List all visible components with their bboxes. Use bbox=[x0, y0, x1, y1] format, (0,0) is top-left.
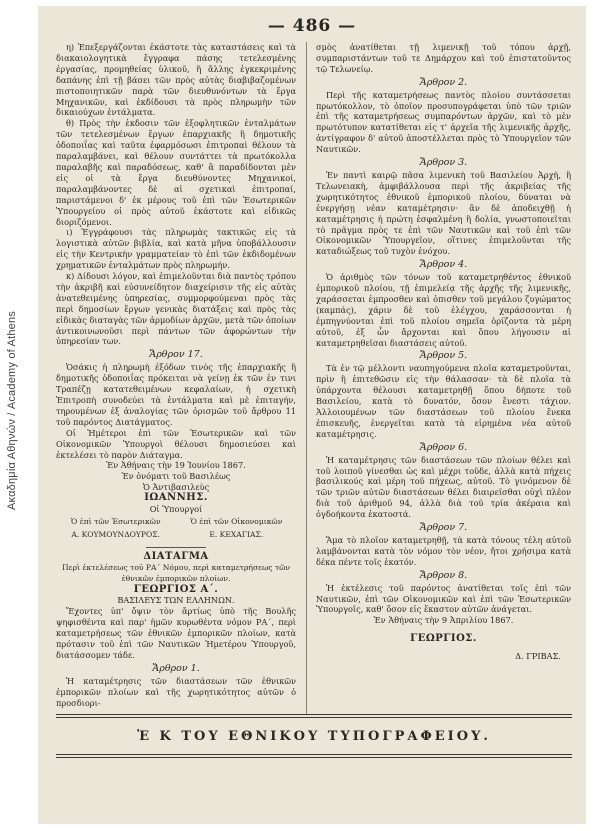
decree-date: Ἐν Ἀθήναις τὴν 19 Ἰουνίου 1867. bbox=[106, 460, 246, 471]
ministers-label: Οἱ Ὑπουργοί bbox=[149, 504, 203, 515]
paragraph: θ) Πρὸς τὴν ἐκδοσιν τῶν ἐξοφλητικῶν ἐνταλμάτων τῶν τετελεσμένων ἔργων ἐπαρχιακῆς ἢ δημοτικῆς ὁδοποιΐας καὶ ταῦτα ἐφαρμόσωσι ἐπιτροπαὶ θέλουν τὰ παραλαμβάνει, καὶ θέλουν συντάττει τὰ πρωτόκολλα παραλαβῆς καὶ παραδόσεως, καθ' ἃ παραδίδονται μὲν εἰς οἱ τὰ ἔργα διευθύνοντες Μηχανικοί, παραλαμβάνοντες δὲ αἱ σχετικαὶ ἐπιτροπαί, παριστάμενοι δ' ἐκ μέρους τοῦ ἐπὶ τῶν Ἐσωτερικῶν Ὑπουργείου οἱ πρὸς αὐτοῦ ἑκάστοτε καὶ εἰδικῶς διοριζόμενοι. bbox=[56, 118, 296, 227]
page-number: — 486 — bbox=[267, 16, 357, 36]
paragraph: Ἐν παντὶ καιρῷ πᾶσα λιμενικὴ τοῦ Βασιλείου Ἀρχὴ, ἢ Τελωνειακὴ, ἀμφιβάλλουσα περὶ τῆς ἀκριβείας τῆς χωρητικότητος ἐθνικοῦ ἐμπορικοῦ πλοίου, δύναται νὰ ἐνεργήσῃ νέαν καταμέτρησιν· ἂν δὲ ἀποδειχθῇ ἡ καταμέτρησις ἡ πρώτη ἐσφαλμένη ἢ δολία, γνωστοποιεῖται τὸ πρᾶγμα πρὸς τε ἐπὶ τῶν Ναυτικῶν καὶ τοῦ ἐπὶ τῶν Οἰκονομικῶν Ὑπουργεῖον, οἵτινες ἐπιμελοῦνται τῆς καταδιώξεως τοῦ τυχὸν ἐνόχου. bbox=[316, 169, 571, 257]
minister-signature: Δ. ΓΡΙΒΑΣ. bbox=[515, 651, 561, 662]
article-heading: Ἄρθρον 1. bbox=[152, 662, 200, 674]
document-page bbox=[38, 6, 586, 824]
printer-imprint: Ἐ Κ ΤΟΥ ΕΘΝΙΚΟΥ ΤΥΠΟΓΡΑΦΕΙΟΥ. bbox=[137, 728, 491, 744]
paragraph: σμὸς ἀνατίθεται τῇ λιμενικῇ τοῦ τόπου ἀρχῇ, συμπαριστάντων τοῦ τε Δημάρχου καὶ τοῦ ἐπιστατοῦντος τῷ Τελωνείῳ. bbox=[316, 42, 571, 74]
paragraph: Ἡ καταμέτρησις τῶν διαστάσεων τῶν πλοίων θέλει καὶ τοῦ λοιποῦ γίνεσθαι ὡς καὶ μέχρι τοῦδε, ἀλλὰ κατὰ πήχεις βασιλικούς καὶ μέρη τοῦ πήχεως, αὐτοῦ. Τὸ γινόμενον δὲ τῶν τριῶν αὐτῶν διαστάσεων θέλει διαιρεῖσθαι οὐχὶ πλέον διὰ τοῦ ἀριθμοῦ 94, ἀλλὰ διὰ τοῦ τρία ἀκέραια καὶ ὀγδοήκοντα ἑκατοστά. bbox=[316, 454, 571, 520]
king-signature: ΓΕΩΡΓΙΟΣ. bbox=[410, 633, 477, 645]
article-heading: Ἄρθρον 3. bbox=[419, 157, 468, 169]
article-heading: Ἄρθρον 5. bbox=[419, 350, 468, 362]
right-column bbox=[316, 42, 571, 717]
paragraph: ι) Ἐγγράφουσι τὰς πληρωμὰς τακτικῶς εἰς τὰ λογιστικὰ αὐτῶν βιβλία, καὶ κατὰ μῆνα ὑποβάλλουσιν εἰς τὴν Κεντρικὴν γραμματείαν τὸ ἐπὶ τῶν ἐκδιδομένων χρηματικῶν ἐνταλμάτων πρὸς πληρωμήν. bbox=[56, 227, 296, 271]
king-name: ΓΕΩΡΓΙΟΣ Α΄. bbox=[133, 583, 219, 595]
archive-watermark: Ακαδημία Αθηνών / Academy of Athens bbox=[6, 310, 18, 510]
divider bbox=[146, 547, 206, 548]
paragraph: η) Ἐπεξεργάζονται ἐκάστοτε τὰς καταστάσεις καὶ τὰ διακαιολογητικὰ ἔγγραφα πάσης τετελεσμένης ἐργασίας, προμηθείας ὑλικοῦ, ἢ ἄλλης ἐγκεκριμένης δαπάνης ἐπὶ τῇ βάσει τῶν πρὸς αὐτὰς διαβιβαζομένων πιστοποιητικῶν παρὰ τῶν διευθυνόντων τὰ ἔργα Μηχανικῶν, καὶ ἐκδίδουσι τὰ πρὸς πληρωμὴν τῶν δικαιούχων ἐντάλματα. bbox=[56, 42, 296, 118]
minister-interior-name: Α. ΚΟΥΜΟΥΝΔΟΥΡΟΣ. bbox=[71, 529, 161, 539]
left-column bbox=[56, 42, 296, 717]
behalf-line: Ἐν ὀνόματι τοῦ Βασιλέως bbox=[121, 471, 231, 482]
decree-subtitle: Περὶ ἐκτελέσεως τοῦ ΡΑ΄ Νόμου, περὶ καταμετρήσεως τῶν ἐθνικῶν ἐμπορικῶν πλοίων. bbox=[62, 562, 290, 583]
paragraph: Περὶ τῆς καταμετρήσεως παντὸς πλοίου συντάσσεται πρωτόκολλον, τὸ ὁποῖον προσυπογράφεται ὑπὸ τῶν τριῶν ἐπὶ τῆς καταμετρήσεως συμπαρόντων ἀρχῶν, καὶ τὸ μὲν πρωτότυπον κατατίθεται εἰς τ' ἀρχεῖα τῆς λιμενικῆς ἀρχῆς, ἀντίγραφον δ' αὐτοῦ ἀποστέλλεται πρὸς τὸ Ὑπουργεῖον τῶν Ναυτικῶν. bbox=[316, 89, 571, 155]
article-heading: Ἄρθρον 2. bbox=[419, 76, 468, 88]
article-heading: Ἄρθρον 8. bbox=[419, 569, 468, 581]
printer-footer bbox=[56, 714, 572, 758]
paragraph: Ὁ ἀριθμὸς τῶν τόνων τοῦ καταμετρηθέντος ἐθνικοῦ ἐμπορικοῦ πλοίου, τῇ ἐπιμελείᾳ τῆς ἀρχῆς τῆς λιμενικῆς, χαράσσεται ἐμπροσθεν καὶ ὀπισθεν τοῦ μεγάλου ζυγώματος (καμπάς), χάριν δὲ τοῦ ἐλέγχου, χαράσσονται ἡ ἐμπηγνύονται ἐπὶ τοῦ πλοίου σημεῖα ὁρίζοντα τὰ μέρη αὐτοῦ, ἐξ ὧν ἄρχονται καὶ ὅπου λήγουσιν αἱ καταμετρηθεῖσαι διαστάσεις αὐτοῦ. bbox=[316, 272, 571, 348]
decree-date: Ἐν Ἀθήναις τὴν 9 Ἀπριλίου 1867. bbox=[373, 615, 514, 626]
paragraph: Οἱ Ἡμέτεροι ἐπὶ τῶν Ἐσωτερικῶν καὶ τῶν Οἰκονομικῶν Ὑπουργοὶ θέλουσι δημοσιεύσει καὶ ἐκτελέσει τὸ παρὸν Διάταγμα. bbox=[56, 427, 296, 460]
minister-finance-title: Ὁ ἐπὶ τῶν Οἰκονομικῶν bbox=[190, 516, 283, 526]
paragraph: Ἡ ἐκτέλεσις τοῦ παρόντος ἀνατίθεται τοῖς ἐπὶ τῶν Ναυτικῶν, ἐπὶ τῶν Οἰκονομικῶν καὶ ἐπὶ τῶν Ἐσωτερικῶν Ὑπουργοῖς, καθ' ὅσον εἰς ἕκαστον αὐτῶν ἀνάγεται. bbox=[316, 582, 571, 615]
minister-titles bbox=[60, 517, 292, 528]
minister-interior-title: Ὁ ἐπὶ τῶν Ἐσωτερικῶν bbox=[70, 516, 161, 526]
regent-name: ΙΩΑΝΝΗΣ. bbox=[144, 492, 208, 504]
minister-names bbox=[60, 530, 292, 541]
paragraph: κ) Δίδουσι λόγον, καὶ ἐπιμελοῦνται διὰ παντὸς τρόπου τὴν ἀκριβῆ καὶ εὐσυνείδητον διαχείρισιν τῆς εἰς αὐτὰς ἀνατεθειμένης ὑπηρεσίας, συμμορφούμεναι πρὸς τὰς περὶ δημοσίων ἔργων γενικὰς διατάξεις καὶ πρὸς τὰς εἰδικὰς διαταγὰς τῶν ἁρμοδίων ἀρχῶν, μετὰ τῶν ὁποίων ἀντικοινωνοῦσι περὶ πάντων τῶν ἀφορώντων τὴν ὑπηρεσίαν των. bbox=[56, 271, 296, 347]
article-heading: Ἄρθρον 6. bbox=[419, 441, 468, 453]
minister-finance-name: Ε. ΚΕΧΑΓΙΑΣ. bbox=[209, 529, 264, 539]
article-heading: Ἄρθρον 17. bbox=[149, 349, 203, 361]
article-heading: Ἄρθρον 7. bbox=[419, 522, 468, 534]
article-heading: Ἄρθρον 4. bbox=[419, 259, 468, 271]
paragraph: Ἔχοντες ὑπ' ὄψιν τὸν ἄρτίως ὑπὸ τῆς Βουλῆς ψηφισθέντα καὶ παρ' ἡμῶν κυρωθέντα νόμον ΡΑ΄, περὶ καταμετρήσεως τῶν ἐθνικῶν ἐμπορικῶν πλοίων, κατὰ πρότασιν τοῦ ἐπὶ τῶν Ναυτικῶν Ἡμετέρου Ὑπουργοῦ, διατάσσομεν τάδε. bbox=[56, 606, 296, 660]
paragraph: Τὰ ἐν τῷ μέλλοντι ναυπηγούμενα πλοῖα καταμετροῦνται, πρὶν ἢ ἐπιτεθῶσιν εἰς τὴν θάλασσαν· τὰ δὲ πλοῖα τὰ ὑπάρχοντα θέλουσι καταμετρηθῇ ὅπου δήποτε τοῦ Βασιλείου, κατὰ τὸ δυνατόν, ὅσον ἔνεστι τάχιον. Ἀλλοιουμένων τῶν διαστάσεων τοῦ πλοίου ἕνεκα ἐπισκευῆς, ἐνεργεῖται κατὰ τὰ εἰρημένα νέα αὐτοῦ καταμέτρησις. bbox=[316, 363, 571, 439]
decree-title: ΔΙΑΤΑΓΜΑ bbox=[143, 550, 209, 562]
paragraph: Ἡ καταμέτρησις τῶν διαστάσεων τῶν ἐθνικῶν ἐμπορικῶν πλοίων καὶ τῆς χωρητικότητος αὐτῶν ὁ προσδιορι- bbox=[56, 675, 296, 708]
paragraph: Ἅμα τὸ πλοῖον καταμετρηθῇ, τὰ κατὰ τόνους τέλη αὐτοῦ λαμβάνονται κατὰ τὸν νόμον τὸν νέον, ἤτοι χρήσιμα κατὰ δέκα πέντε τοῖς ἑκατόν. bbox=[316, 534, 571, 567]
king-title: ΒΑΣΙΛΕΥΣ ΤΩΝ ΕΛΛΗΝΩΝ. bbox=[117, 595, 235, 606]
column-divider bbox=[306, 42, 307, 714]
regent-title: Ὁ Ἀντιβασιλεὺς bbox=[142, 482, 210, 493]
paragraph: Ὁσάκις ἡ πληρωμὴ ἐξόδων τινὸς τῆς ἐπαρχιακῆς ἢ δημοτικῆς ὁδοποιΐας πρόκειται νὰ γείνῃ ἐκ τῶν ἐν τινι Τραπέζῃ κατατεθειμένων κεφαλαίων, ἡ σχετικὴ Ἐπιτροπὴ συνοδεύει τὰ ἐντάλματα καὶ μὲ ἐπιταγήν, τηρουμένων ἐξ ἀναλογίας τῶν ὁρισμῶν τοῦ ἄρθρου 11 τοῦ παρόντος Διατάγματος. bbox=[56, 362, 296, 427]
